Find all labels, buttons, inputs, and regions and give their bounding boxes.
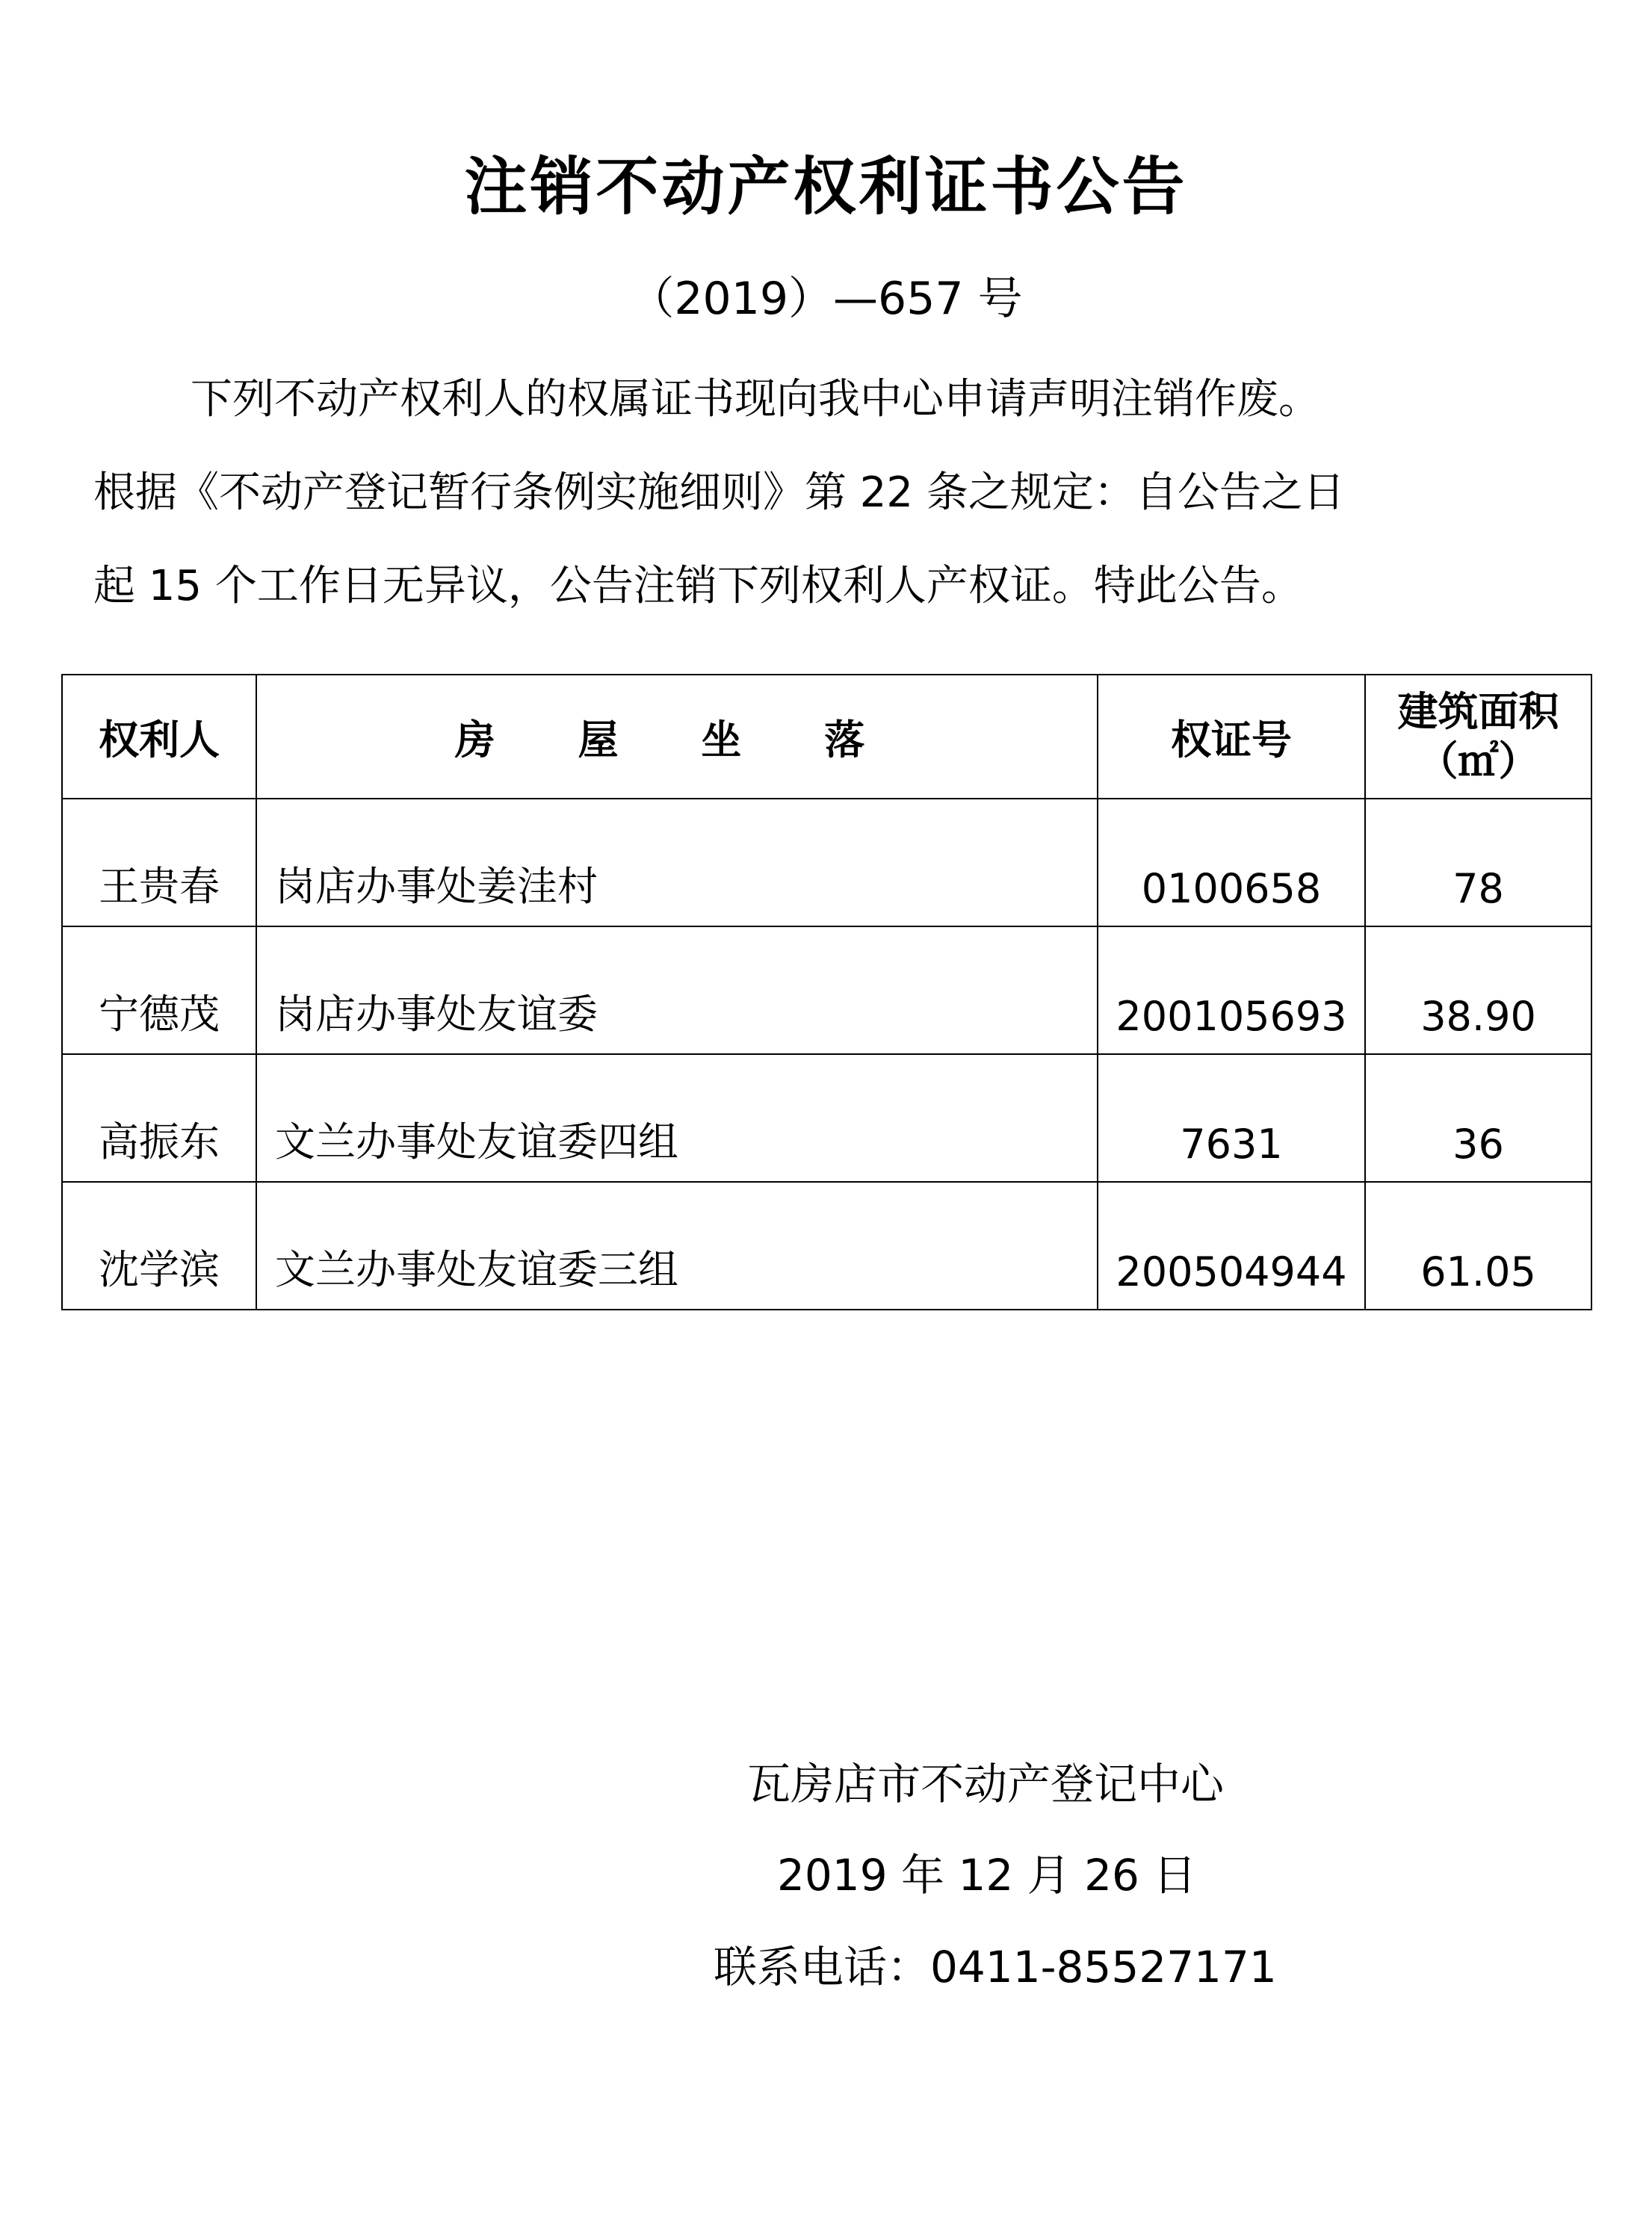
table-row bbox=[62, 799, 1591, 926]
cell-area: 38.90 bbox=[1365, 926, 1591, 1054]
cell-holder: 沈学滨 bbox=[62, 1182, 256, 1310]
header-holder: 权利人 bbox=[62, 675, 256, 799]
cell-area: 78 bbox=[1365, 799, 1591, 926]
notice-number: （2019）—657 号 bbox=[629, 273, 1023, 325]
cell-location: 岗店办事处友谊委 bbox=[256, 926, 1098, 1054]
cell-cert-no: 0100658 bbox=[1098, 799, 1365, 926]
issuing-organization: 瓦房店市不动产登记中心 bbox=[747, 1759, 1225, 1809]
issue-date: 2019 年 12 月 26 日 bbox=[777, 1850, 1197, 1901]
cell-location: 文兰办事处友谊委三组 bbox=[256, 1182, 1098, 1310]
cell-location: 文兰办事处友谊委四组 bbox=[256, 1054, 1098, 1182]
header-area-line1: 建筑面积 bbox=[1397, 688, 1559, 735]
contact-phone: 联系电话：0411-85527171 bbox=[714, 1942, 1277, 1992]
cell-cert-no: 7631 bbox=[1098, 1054, 1365, 1182]
notice-title: 注销不动产权利证书公告 bbox=[464, 150, 1188, 223]
cell-area: 36 bbox=[1365, 1054, 1591, 1182]
table-row bbox=[62, 926, 1591, 1054]
header-cert-no: 权证号 bbox=[1098, 675, 1365, 799]
cell-holder: 王贵春 bbox=[62, 799, 256, 926]
table-row bbox=[62, 1182, 1591, 1310]
records-table bbox=[61, 674, 1592, 1310]
cell-holder: 宁德茂 bbox=[62, 926, 256, 1054]
table-row bbox=[62, 1054, 1591, 1182]
cell-area: 61.05 bbox=[1365, 1182, 1591, 1310]
paragraph-line-3: 起 15 个工作日无异议，公告注销下列权利人产权证。特此公告。 bbox=[93, 562, 1303, 610]
header-location: 房 屋 坐 落 bbox=[256, 675, 1098, 799]
paragraph-line-1: 下列不动产权利人的权属证书现向我中心申请声明注销作废。 bbox=[191, 375, 1320, 424]
table-header-row bbox=[62, 675, 1591, 799]
cell-holder: 高振东 bbox=[62, 1054, 256, 1182]
cell-location: 岗店办事处姜洼村 bbox=[256, 799, 1098, 926]
cell-cert-no: 200105693 bbox=[1098, 926, 1365, 1054]
header-area bbox=[1365, 675, 1591, 799]
paragraph-line-2: 根据《不动产登记暂行条例实施细则》第 22 条之规定：自公告之日 bbox=[93, 468, 1345, 517]
cell-cert-no: 200504944 bbox=[1098, 1182, 1365, 1310]
header-area-line2: （㎡） bbox=[1417, 737, 1539, 784]
